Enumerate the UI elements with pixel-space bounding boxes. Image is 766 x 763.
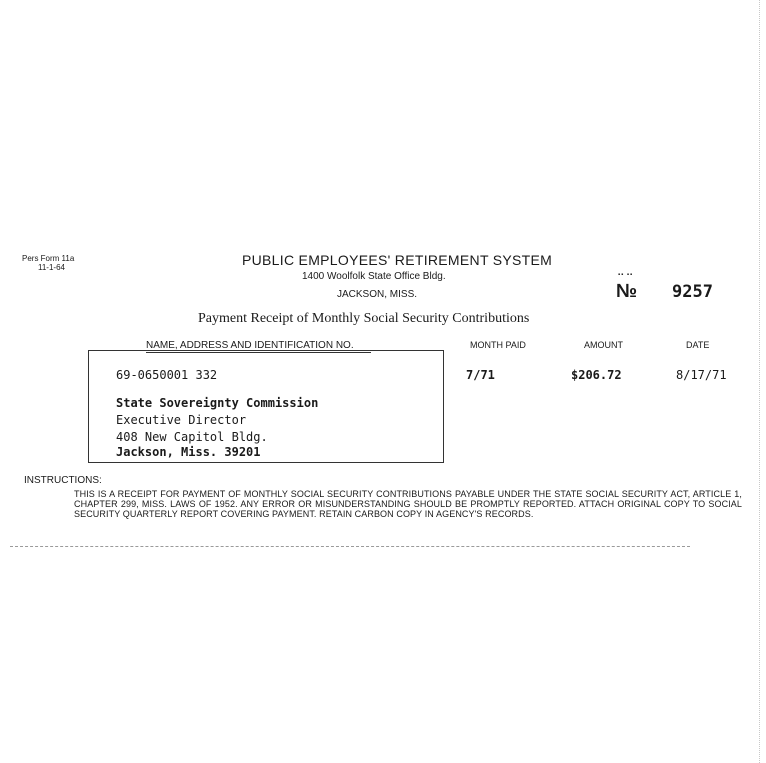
payee-street: 408 New Capitol Bldg. [116, 430, 268, 444]
page-edge-dots [759, 0, 760, 763]
instructions-label: INSTRUCTIONS: [24, 475, 102, 486]
instructions-text: THIS IS A RECEIPT FOR PAYMENT OF MONTHLY SOCIAL SECURITY CONTRIBUTIONS PAYABLE UNDER THE STATE SOCIAL SECURITY ACT, ARTICLE 1, CHAPTER 299, MISS. LAWS OF 1952. ANY ERROR OR MISUNDERSTANDING SHOULD BE PROMPTLY REPORTED. ATTACH ORIGINAL COPY TO SOCIAL SECURITY QUARTERLY REPORT COVERING PAYMENT. RETAIN CARBON COPY IN AGENCY'S RECORDS. [74, 489, 742, 519]
perforation-line [10, 546, 690, 547]
date-value: 8/17/71 [676, 368, 727, 382]
amount-value: $206.72 [571, 368, 622, 382]
column-header-date: DATE [686, 340, 710, 350]
payee-id-line: 69-0650001 332 [116, 368, 218, 382]
payee-title: Executive Director [116, 413, 247, 427]
receipt-title: Payment Receipt of Monthly Social Security Contributions [198, 311, 530, 326]
receipt-number: 9257 [672, 282, 713, 302]
month-paid-value: 7/71 [466, 368, 495, 382]
column-header-name: NAME, ADDRESS AND IDENTIFICATION NO. [146, 340, 354, 351]
column-header-month-paid: MONTH PAID [470, 340, 526, 350]
column-header-amount: AMOUNT [584, 340, 623, 350]
payee-name: State Sovereignty Commission [116, 396, 319, 410]
form-revision-date: 11-1-64 [38, 263, 65, 272]
receipt-number-marks: ▪▪ ▪▪ [618, 272, 634, 278]
receipt-number-label: № [616, 281, 638, 302]
payee-city: Jackson, Miss. 39201 [116, 445, 261, 459]
organization-address: 1400 Woolfolk State Office Bldg. [302, 271, 446, 282]
form-code: Pers Form 11a [22, 254, 75, 263]
organization-city: JACKSON, MISS. [337, 289, 418, 300]
organization-name: PUBLIC EMPLOYEES' RETIREMENT SYSTEM [242, 252, 553, 268]
